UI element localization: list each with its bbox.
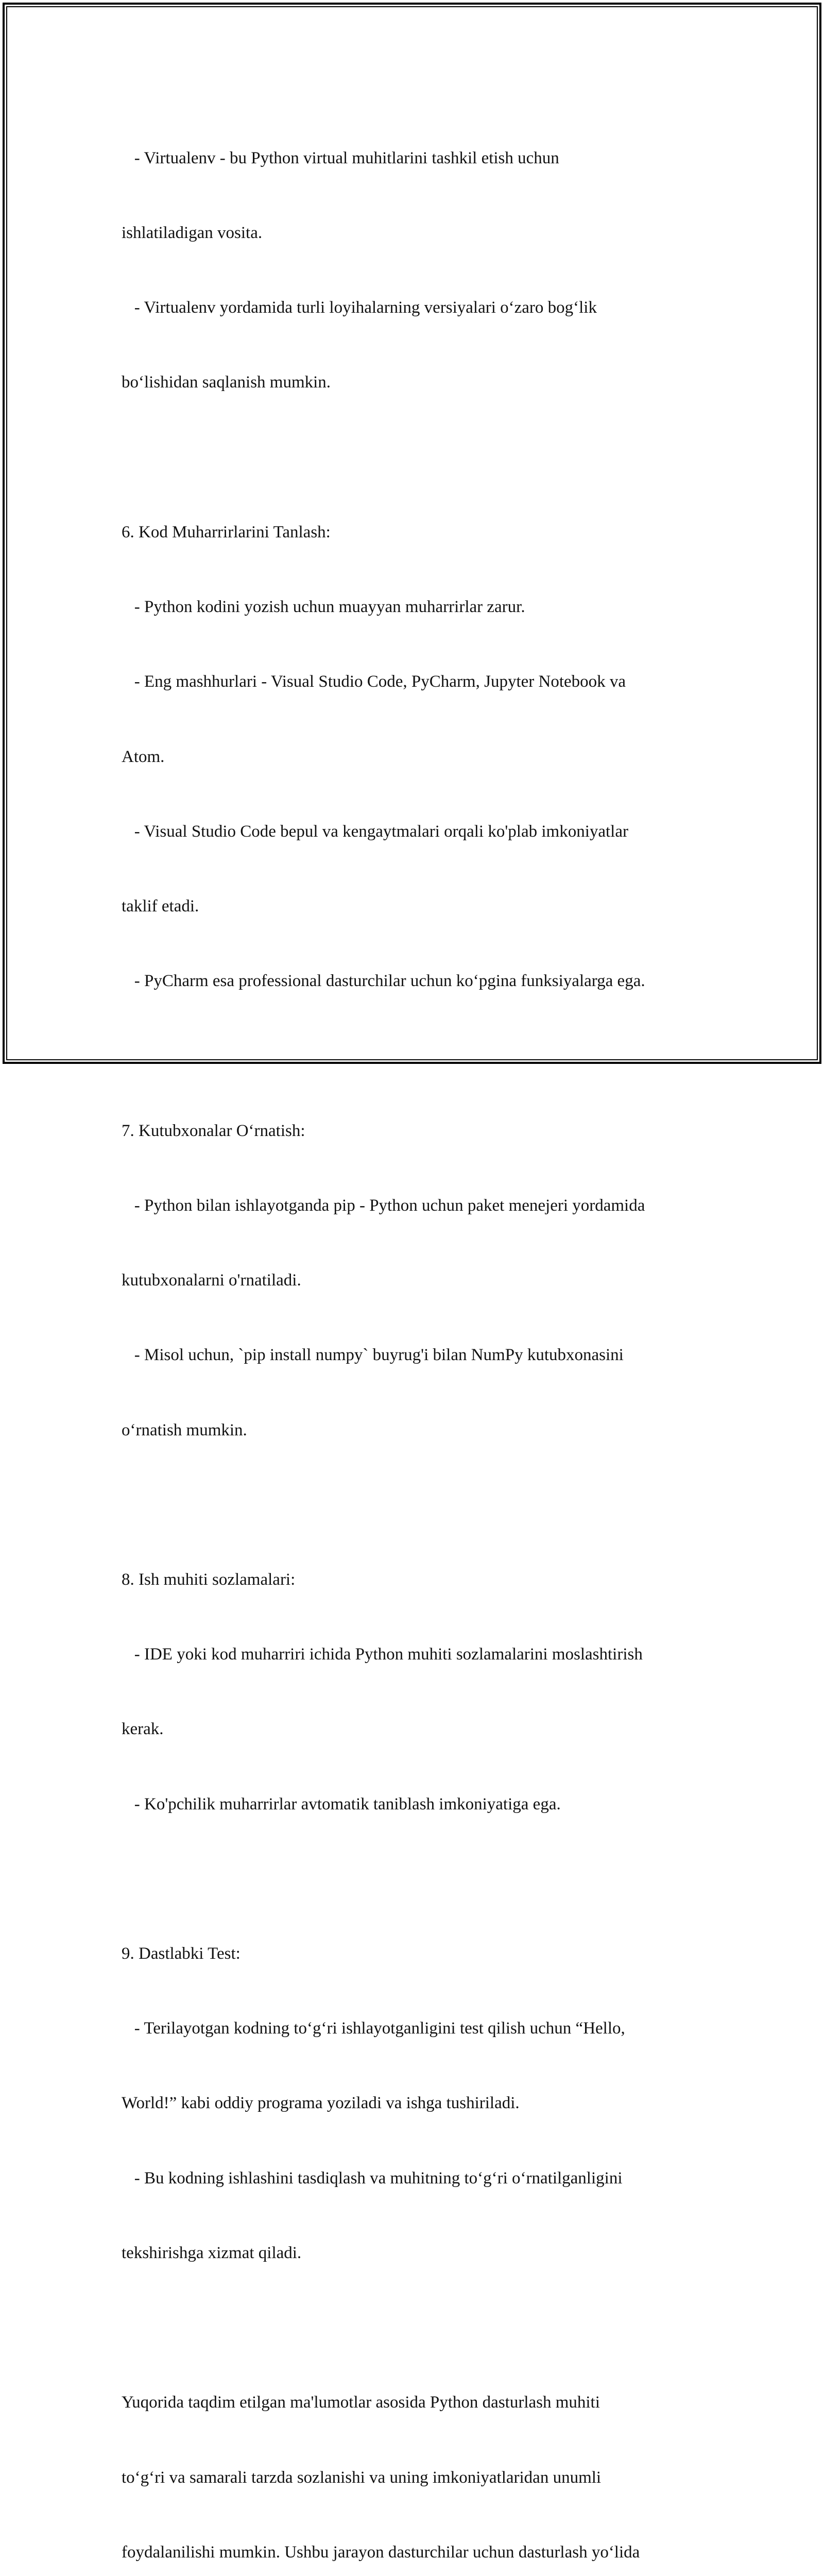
text-line: - Eng mashhurlari - Visual Studio Code, PyCharm, Jupyter Notebook va <box>122 672 626 691</box>
text-line: Atom. <box>122 747 165 766</box>
section-heading: 6. Kod Muharrirlarini Tanlash: <box>122 522 331 541</box>
text-line: - IDE yoki kod muharriri ichida Python muhiti sozlamalarini moslashtirish <box>122 1645 643 1664</box>
blank-line <box>122 445 734 470</box>
text-line: - Ko'pchilik muharrirlar avtomatik taniblash imkoniyatiga ega. <box>122 1794 561 1814</box>
text-line: - Python kodini yozish uchun muayyan muharrirlar zarur. <box>122 598 525 617</box>
blank-line <box>122 1493 734 1517</box>
text-line: - Python bilan ishlayotganda pip - Python uchun paket menejeri yordamida <box>122 1196 645 1215</box>
section-heading: 8. Ish muhiti sozlamalari: <box>122 1570 296 1589</box>
conclusion-line: foydalanilishi mumkin. Ushbu jarayon dasturchilar uchun dasturlash yo‘lida <box>122 2543 640 2562</box>
text-line: tekshirishga xizmat qiladi. <box>122 2243 302 2262</box>
text-line: - Bu kodning ishlashini tasdiqlash va muhitning to‘g‘ri o‘rnatilganligini <box>122 2168 623 2188</box>
section-heading: 7. Kutubxonalar O‘rnatish: <box>122 1121 305 1140</box>
text-line: - PyCharm esa professional dasturchilar uchun ko‘pgina funksiyalarga ega. <box>122 972 645 991</box>
section-heading: 9. Dastlabki Test: <box>122 1944 241 1963</box>
text-line: ishlatiladigan vosita. <box>122 224 263 243</box>
text-line: taklif etadi. <box>122 896 199 916</box>
text-line: o‘rnatish mumkin. <box>122 1420 247 1439</box>
conclusion-line: to‘g‘ri va samarali tarzda sozlanishi va uning imkoniyatlaridan unumli <box>122 2468 602 2487</box>
text-line: - Misol uchun, `pip install numpy` buyrug'i bilan NumPy kutubxonasini <box>122 1346 624 1365</box>
text-line: World!” kabi oddiy programa yoziladi va ishga tushiriladi. <box>122 2094 520 2113</box>
blank-line <box>122 1867 734 1891</box>
text-line: - Virtualenv yordamida turli loyihalarning versiyalari o‘zaro bog‘lik <box>122 298 597 317</box>
blank-line <box>122 1043 734 1068</box>
blank-line <box>122 2315 734 2340</box>
text-line: - Virtualenv - bu Python virtual muhitlarini tashkil etish uchun <box>122 148 559 167</box>
text-line: kerak. <box>122 1720 164 1739</box>
text-line: bo‘lishidan saqlanish mumkin. <box>122 373 331 392</box>
conclusion-line: Yuqorida taqdim etilgan ma'lumotlar asosida Python dasturlash muhiti <box>122 2393 600 2412</box>
document-body <box>122 96 734 2576</box>
text-line: kutubxonalarni o'rnatiladi. <box>122 1271 301 1290</box>
text-line: - Terilayotgan kodning to‘g‘ri ishlayotganligini test qilish uchun “Hello, <box>122 2019 625 2038</box>
text-line: - Visual Studio Code bepul va kengaytmalari orqali ko'plab imkoniyatlar <box>122 822 628 841</box>
